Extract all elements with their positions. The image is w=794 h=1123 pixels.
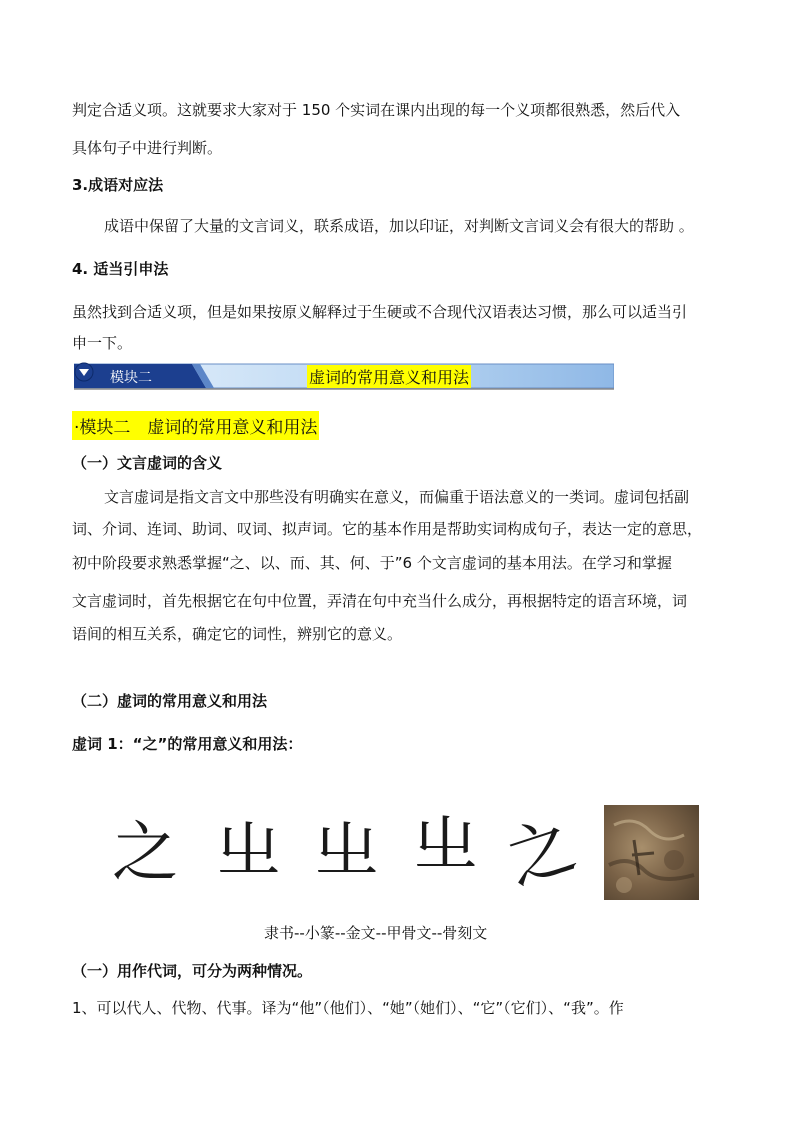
- paragraph-line: 判定合适义项。这就要求大家对于 150 个实词在课内出现的每一个义项都很熟悉，然后代入: [72, 101, 681, 119]
- paragraph-line: 具体句子中进行判断。: [72, 139, 223, 157]
- subheading-common-usage: （二）虚词的常用意义和用法: [72, 692, 268, 710]
- expand-down-icon[interactable]: [74, 362, 94, 382]
- heading-idiom-method: 3.成语对应法: [72, 176, 164, 194]
- paragraph-line: 申一下。: [72, 334, 133, 352]
- bone-carving-glyph: 之: [497, 805, 585, 900]
- usage-heading: （一）用作代词，可分为两种情况。: [72, 962, 313, 980]
- bronze-script-glyph: 㞢: [313, 812, 379, 889]
- paragraph-line: 成语中保留了大量的文言词义，联系成语，加以印证，对判断文言词义会有很大的帮助 。: [104, 217, 694, 235]
- paragraph-line: 1、可以代人、代物、代事。译为“他”（他们）、“她”（她们）、“它”（它们）、“我”。作: [72, 999, 624, 1017]
- bone-rubbing-image: [604, 805, 699, 900]
- paragraph-line: 词、介词、连词、助词、叹词、拟声词。它的基本作用是帮助实词构成句子，表达一定的意思，: [72, 520, 703, 538]
- rubbing-texture: [604, 805, 699, 900]
- subheading-function-word-meaning: （一）文言虚词的含义: [72, 454, 223, 472]
- function-word-heading: 虚词 1：“之”的常用意义和用法：: [72, 735, 303, 753]
- small-seal-glyph: 㞢: [215, 812, 281, 889]
- section-title: ·模块二 虚词的常用意义和用法: [72, 411, 319, 440]
- module-banner: [74, 362, 614, 390]
- clerical-script-glyph: 之: [112, 814, 178, 891]
- oracle-bone-glyph: 㞢: [412, 806, 478, 883]
- paragraph-line: 语间的相互关系，确定它的词性，辨别它的意义。: [72, 625, 403, 643]
- banner-label: 模块二: [110, 370, 152, 386]
- paragraph-line: 虽然找到合适义项，但是如果按原义解释过于生硬或不合现代汉语表达习惯，那么可以适当引: [72, 303, 688, 321]
- figure-caption: 隶书--小篆--金文--甲骨文--骨刻文: [264, 924, 488, 942]
- banner-title: 虚词的常用意义和用法: [307, 365, 471, 388]
- paragraph-line: 初中阶段要求熟悉掌握“之、以、而、其、何、于”6 个文言虚词的基本用法。在学习和掌握: [72, 554, 672, 572]
- paragraph-line: 文言虚词时，首先根据它在句中位置，弄清在句中充当什么成分，再根据特定的语言环境，词: [72, 592, 688, 610]
- heading-extension-method: 4. 适当引申法: [72, 260, 169, 278]
- paragraph-line: 文言虚词是指文言文中那些没有明确实在意义，而偏重于语法意义的一类词。虚词包括副: [104, 488, 690, 506]
